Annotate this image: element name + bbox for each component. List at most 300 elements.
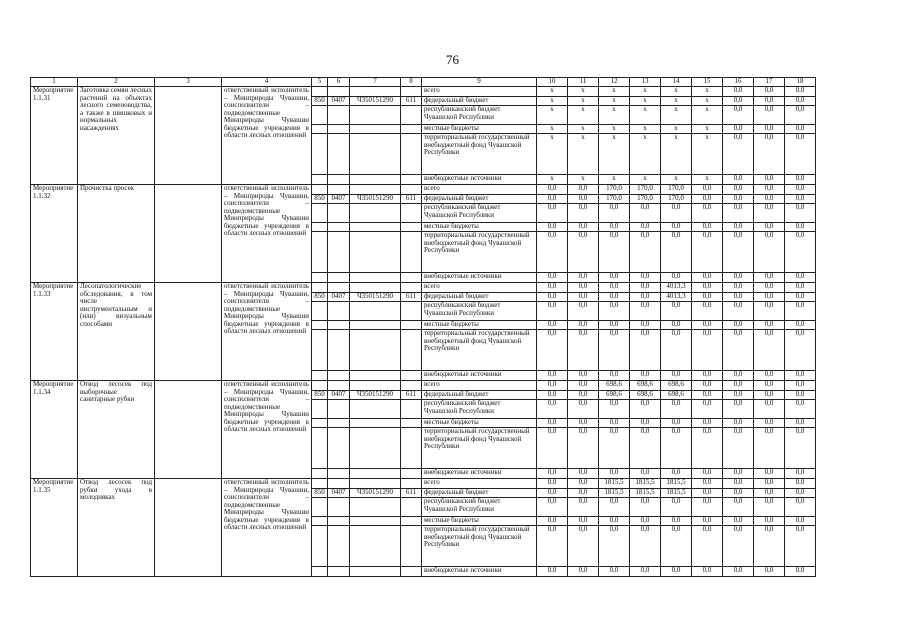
value-cell: 0,0 <box>754 302 785 321</box>
value-cell: 0,0 <box>754 204 785 223</box>
value-cell: х <box>599 125 630 134</box>
value-cell: 0,0 <box>754 175 785 185</box>
value-cell: 0,0 <box>537 232 568 273</box>
value-cell: 0,0 <box>568 302 599 321</box>
funding-source: внебюджетные источники <box>422 469 537 479</box>
value-cell: 0,0 <box>723 273 754 283</box>
code-grbs: 850 <box>312 97 328 106</box>
value-cell: 0,0 <box>692 391 723 400</box>
value-cell: 0,0 <box>723 517 754 526</box>
value-cell: 0,0 <box>692 293 723 302</box>
value-cell: 0,0 <box>537 283 568 293</box>
code-placeholder <box>312 175 328 185</box>
value-cell: 0,0 <box>692 283 723 293</box>
value-cell: 0,0 <box>568 195 599 204</box>
code-placeholder <box>328 87 350 97</box>
code-placeholder <box>328 371 350 381</box>
code-csr: Ч350151290 <box>350 97 401 106</box>
code-placeholder <box>312 479 328 489</box>
value-cell: 0,0 <box>599 498 630 517</box>
value-cell: 0,0 <box>568 232 599 273</box>
code-placeholder <box>312 223 328 232</box>
value-cell: 0,0 <box>785 381 816 391</box>
value-cell: 0,0 <box>785 223 816 232</box>
value-cell: 0,0 <box>568 330 599 371</box>
code-placeholder <box>401 330 422 371</box>
code-csr: Ч350151290 <box>350 293 401 302</box>
code-placeholder <box>312 498 328 517</box>
code-placeholder <box>312 302 328 321</box>
code-placeholder <box>328 498 350 517</box>
value-cell: 0,0 <box>785 204 816 223</box>
code-placeholder <box>350 498 401 517</box>
code-grbs: 850 <box>312 489 328 498</box>
value-cell: 0,0 <box>785 517 816 526</box>
code-placeholder <box>350 428 401 469</box>
value-cell: 0,0 <box>754 517 785 526</box>
value-cell: 0,0 <box>568 498 599 517</box>
value-cell: 0,0 <box>723 428 754 469</box>
responsible-executor: ответственный исполнитель – Минприроды Чувашии, соисполнители – подведомственные Минприроды Чувашии бюджетные учреждения в области лесных отношений <box>222 87 312 185</box>
code-placeholder <box>401 223 422 232</box>
value-cell: 0,0 <box>723 526 754 567</box>
activity-name: Отвод лесосек под рубки ухода в молодняках <box>78 479 155 577</box>
value-cell: 0,0 <box>754 526 785 567</box>
code-vr: 611 <box>401 195 422 204</box>
value-cell: х <box>599 175 630 185</box>
code-placeholder <box>328 232 350 273</box>
value-cell: 0,0 <box>630 517 661 526</box>
code-placeholder <box>328 469 350 479</box>
column-header-12: 12 <box>599 78 630 87</box>
code-placeholder <box>401 419 422 428</box>
column-header-8: 8 <box>401 78 422 87</box>
value-cell: 0,0 <box>754 381 785 391</box>
value-cell: 0,0 <box>754 87 785 97</box>
code-placeholder <box>350 567 401 577</box>
activity-col3 <box>155 185 222 283</box>
value-cell: 0,0 <box>692 195 723 204</box>
value-cell: 0,0 <box>723 232 754 273</box>
code-placeholder <box>328 526 350 567</box>
code-placeholder <box>328 419 350 428</box>
value-cell: 0,0 <box>785 498 816 517</box>
value-cell: х <box>599 134 630 175</box>
value-cell: х <box>599 87 630 97</box>
code-rz: 0407 <box>328 97 350 106</box>
code-placeholder <box>401 469 422 479</box>
code-placeholder <box>312 419 328 428</box>
code-placeholder <box>401 273 422 283</box>
value-cell: 0,0 <box>785 232 816 273</box>
value-cell: 0,0 <box>537 321 568 330</box>
activity-col3 <box>155 479 222 577</box>
funding-source: федеральный бюджет <box>422 293 537 302</box>
activity-name: Отвод лесосек под выборочные санитарные рубки <box>78 381 155 479</box>
value-cell: 0,0 <box>630 232 661 273</box>
value-cell: 0,0 <box>754 232 785 273</box>
value-cell: х <box>661 134 692 175</box>
value-cell: х <box>630 125 661 134</box>
code-placeholder <box>350 330 401 371</box>
value-cell: 0,0 <box>785 185 816 195</box>
value-cell: 0,0 <box>723 489 754 498</box>
funding-source: всего <box>422 87 537 97</box>
value-cell: 0,0 <box>661 400 692 419</box>
code-placeholder <box>312 125 328 134</box>
code-placeholder <box>401 321 422 330</box>
activity-name: Заготовка семян лесных растений на объектах лесного семеноводства, а также в шишковых и нормальных насаждениях <box>78 87 155 185</box>
value-cell: 0,0 <box>630 498 661 517</box>
code-vr: 611 <box>401 97 422 106</box>
value-cell: 0,0 <box>630 371 661 381</box>
code-placeholder <box>312 517 328 526</box>
value-cell: 0,0 <box>754 428 785 469</box>
value-cell: 0,0 <box>754 185 785 195</box>
value-cell: 0,0 <box>599 321 630 330</box>
column-header-1: 1 <box>31 78 78 87</box>
code-placeholder <box>401 371 422 381</box>
code-placeholder <box>401 517 422 526</box>
value-cell: 0,0 <box>599 517 630 526</box>
column-header-18: 18 <box>785 78 816 87</box>
value-cell: 0,0 <box>568 185 599 195</box>
value-cell: 0,0 <box>692 428 723 469</box>
value-cell: 0,0 <box>568 400 599 419</box>
table-row <box>31 283 816 293</box>
value-cell: 0,0 <box>754 106 785 125</box>
value-cell: 0,0 <box>723 419 754 428</box>
value-cell: х <box>692 134 723 175</box>
value-cell: 0,0 <box>661 526 692 567</box>
funding-source: территориальный государственный внебюджетный фонд Чувашской Республики <box>422 232 537 273</box>
value-cell: х <box>661 97 692 106</box>
code-placeholder <box>328 400 350 419</box>
code-vr: 611 <box>401 391 422 400</box>
value-cell: 698,6 <box>599 391 630 400</box>
value-cell: 0,0 <box>661 273 692 283</box>
value-cell: 0,0 <box>754 223 785 232</box>
funding-source: местные бюджеты <box>422 223 537 232</box>
value-cell: 0,0 <box>630 293 661 302</box>
code-placeholder <box>312 428 328 469</box>
code-placeholder <box>350 87 401 97</box>
code-placeholder <box>401 175 422 185</box>
code-placeholder <box>401 400 422 419</box>
value-cell: 0,0 <box>537 567 568 577</box>
code-placeholder <box>328 479 350 489</box>
value-cell: 0,0 <box>661 428 692 469</box>
funding-source: территориальный государственный внебюджетный фонд Чувашской Республики <box>422 428 537 469</box>
funding-source: территориальный государственный внебюджетный фонд Чувашской Республики <box>422 526 537 567</box>
code-placeholder <box>312 371 328 381</box>
value-cell: 0,0 <box>661 498 692 517</box>
value-cell: 0,0 <box>754 293 785 302</box>
value-cell: 0,0 <box>723 302 754 321</box>
code-placeholder <box>350 185 401 195</box>
value-cell: 0,0 <box>785 125 816 134</box>
value-cell: х <box>537 134 568 175</box>
code-csr: Ч350151290 <box>350 391 401 400</box>
code-placeholder <box>328 125 350 134</box>
value-cell: 698,6 <box>661 391 692 400</box>
value-cell: 0,0 <box>537 302 568 321</box>
code-placeholder <box>328 428 350 469</box>
value-cell: 0,0 <box>754 391 785 400</box>
value-cell: 0,0 <box>599 469 630 479</box>
funding-source: территориальный государственный внебюджетный фонд Чувашской Республики <box>422 134 537 175</box>
value-cell: 0,0 <box>692 419 723 428</box>
code-vr: 611 <box>401 489 422 498</box>
funding-source: всего <box>422 283 537 293</box>
value-cell: 0,0 <box>630 567 661 577</box>
activity-name: Лесопатологические обследования, в том числе инструментальным и (или) визуальным способами <box>78 283 155 381</box>
code-placeholder <box>312 469 328 479</box>
value-cell: 170,0 <box>599 195 630 204</box>
code-placeholder <box>328 567 350 577</box>
value-cell: 0,0 <box>785 479 816 489</box>
code-placeholder <box>312 381 328 391</box>
value-cell: 0,0 <box>568 371 599 381</box>
value-cell: 0,0 <box>754 283 785 293</box>
code-placeholder <box>401 567 422 577</box>
value-cell: 0,0 <box>785 175 816 185</box>
funding-source: республиканский бюджет Чувашской Республики <box>422 302 537 321</box>
value-cell: 0,0 <box>661 469 692 479</box>
value-cell: 698,6 <box>630 381 661 391</box>
code-placeholder <box>350 134 401 175</box>
value-cell: 0,0 <box>568 489 599 498</box>
code-placeholder <box>350 419 401 428</box>
funding-source: федеральный бюджет <box>422 97 537 106</box>
value-cell: 0,0 <box>599 330 630 371</box>
value-cell: 0,0 <box>537 517 568 526</box>
value-cell: 0,0 <box>568 469 599 479</box>
activity-name: Прочистка просек <box>78 185 155 283</box>
value-cell: 0,0 <box>723 204 754 223</box>
column-header-11: 11 <box>568 78 599 87</box>
value-cell: 0,0 <box>692 400 723 419</box>
activity-code: Мероприятие 1.1.34 <box>31 381 78 479</box>
code-placeholder <box>350 526 401 567</box>
code-placeholder <box>401 479 422 489</box>
value-cell: 0,0 <box>754 125 785 134</box>
code-placeholder <box>312 134 328 175</box>
value-cell: х <box>568 175 599 185</box>
value-cell: 0,0 <box>599 223 630 232</box>
column-header-5: 5 <box>312 78 328 87</box>
value-cell: 0,0 <box>537 293 568 302</box>
funding-source: местные бюджеты <box>422 419 537 428</box>
value-cell: 0,0 <box>785 195 816 204</box>
value-cell: 0,0 <box>599 419 630 428</box>
value-cell: 0,0 <box>785 489 816 498</box>
value-cell: 0,0 <box>754 479 785 489</box>
column-header-16: 16 <box>723 78 754 87</box>
value-cell: 0,0 <box>599 526 630 567</box>
column-header-13: 13 <box>630 78 661 87</box>
value-cell: 0,0 <box>785 330 816 371</box>
code-placeholder <box>328 106 350 125</box>
value-cell: х <box>692 87 723 97</box>
value-cell: 0,0 <box>568 283 599 293</box>
value-cell: 0,0 <box>692 469 723 479</box>
code-placeholder <box>401 185 422 195</box>
code-placeholder <box>312 321 328 330</box>
code-placeholder <box>312 330 328 371</box>
value-cell: 1815,5 <box>599 489 630 498</box>
value-cell: х <box>630 87 661 97</box>
value-cell: 0,0 <box>692 321 723 330</box>
code-placeholder <box>312 232 328 273</box>
code-placeholder <box>401 125 422 134</box>
value-cell: 0,0 <box>568 321 599 330</box>
value-cell: х <box>568 87 599 97</box>
value-cell: 0,0 <box>692 302 723 321</box>
value-cell: 0,0 <box>692 498 723 517</box>
code-placeholder <box>328 321 350 330</box>
code-placeholder <box>350 479 401 489</box>
code-placeholder <box>328 134 350 175</box>
value-cell: 0,0 <box>692 204 723 223</box>
value-cell: 0,0 <box>723 195 754 204</box>
value-cell: 0,0 <box>754 371 785 381</box>
code-placeholder <box>312 185 328 195</box>
column-header-2: 2 <box>78 78 155 87</box>
value-cell: 0,0 <box>723 330 754 371</box>
value-cell: 0,0 <box>630 283 661 293</box>
value-cell: 4013,3 <box>661 283 692 293</box>
value-cell: 0,0 <box>568 273 599 283</box>
table-row <box>31 185 816 195</box>
value-cell: 0,0 <box>785 302 816 321</box>
value-cell: 0,0 <box>661 204 692 223</box>
value-cell: 0,0 <box>661 419 692 428</box>
value-cell: 0,0 <box>661 371 692 381</box>
value-cell: 0,0 <box>754 400 785 419</box>
value-cell: 0,0 <box>537 489 568 498</box>
value-cell: 0,0 <box>754 498 785 517</box>
value-cell: 0,0 <box>785 428 816 469</box>
activity-code: Мероприятие 1.1.33 <box>31 283 78 381</box>
value-cell: 0,0 <box>630 204 661 223</box>
code-placeholder <box>328 204 350 223</box>
value-cell: 0,0 <box>599 371 630 381</box>
value-cell: 0,0 <box>537 428 568 469</box>
value-cell: х <box>568 97 599 106</box>
value-cell: 0,0 <box>723 400 754 419</box>
value-cell: х <box>537 97 568 106</box>
value-cell: 0,0 <box>568 428 599 469</box>
value-cell: 0,0 <box>692 526 723 567</box>
value-cell: х <box>661 106 692 125</box>
column-header-17: 17 <box>754 78 785 87</box>
code-csr: Ч350151290 <box>350 489 401 498</box>
funding-source: внебюджетные источники <box>422 371 537 381</box>
code-placeholder <box>312 400 328 419</box>
value-cell: 0,0 <box>661 321 692 330</box>
value-cell: 0,0 <box>630 302 661 321</box>
value-cell: 0,0 <box>785 321 816 330</box>
value-cell: 0,0 <box>723 391 754 400</box>
value-cell: х <box>630 106 661 125</box>
value-cell: 0,0 <box>630 526 661 567</box>
value-cell: 1815,5 <box>630 479 661 489</box>
responsible-executor: ответственный исполнитель – Минприроды Чувашии, соисполнители – подведомственные Минприроды Чувашии бюджетные учреждения в области лесных отношений <box>222 381 312 479</box>
value-cell: х <box>661 125 692 134</box>
value-cell: 0,0 <box>723 175 754 185</box>
value-cell: 0,0 <box>723 106 754 125</box>
code-placeholder <box>328 273 350 283</box>
code-placeholder <box>350 175 401 185</box>
value-cell: 0,0 <box>692 489 723 498</box>
value-cell: 0,0 <box>537 419 568 428</box>
value-cell: х <box>568 106 599 125</box>
activity-code: Мероприятие 1.1.35 <box>31 479 78 577</box>
value-cell: 170,0 <box>630 185 661 195</box>
activity-col3 <box>155 87 222 185</box>
code-placeholder <box>401 204 422 223</box>
value-cell: 0,0 <box>754 134 785 175</box>
code-placeholder <box>312 273 328 283</box>
value-cell: х <box>661 87 692 97</box>
value-cell: 0,0 <box>692 185 723 195</box>
value-cell: 0,0 <box>754 419 785 428</box>
value-cell: 0,0 <box>754 567 785 577</box>
code-grbs: 850 <box>312 391 328 400</box>
value-cell: 1815,5 <box>661 489 692 498</box>
code-placeholder <box>312 87 328 97</box>
code-placeholder <box>401 526 422 567</box>
value-cell: 0,0 <box>537 195 568 204</box>
column-header-4: 4 <box>222 78 312 87</box>
value-cell: х <box>630 134 661 175</box>
value-cell: 0,0 <box>754 97 785 106</box>
value-cell: 1815,5 <box>661 479 692 489</box>
funding-source: внебюджетные источники <box>422 175 537 185</box>
value-cell: 0,0 <box>785 400 816 419</box>
value-cell: 0,0 <box>537 479 568 489</box>
value-cell: х <box>630 175 661 185</box>
code-placeholder <box>312 567 328 577</box>
funding-source: всего <box>422 479 537 489</box>
value-cell: 0,0 <box>599 567 630 577</box>
code-placeholder <box>401 498 422 517</box>
funding-source: всего <box>422 381 537 391</box>
code-placeholder <box>328 185 350 195</box>
value-cell: 0,0 <box>723 381 754 391</box>
code-placeholder <box>350 106 401 125</box>
value-cell: 0,0 <box>630 223 661 232</box>
table-header-row <box>31 78 816 87</box>
column-header-14: 14 <box>661 78 692 87</box>
value-cell: 0,0 <box>785 283 816 293</box>
value-cell: 170,0 <box>599 185 630 195</box>
value-cell: 0,0 <box>630 321 661 330</box>
code-placeholder <box>401 302 422 321</box>
activity-code: Мероприятие 1.1.32 <box>31 185 78 283</box>
value-cell: 0,0 <box>661 223 692 232</box>
value-cell: х <box>692 175 723 185</box>
funding-source: внебюджетные источники <box>422 567 537 577</box>
value-cell: х <box>537 125 568 134</box>
value-cell: 0,0 <box>568 391 599 400</box>
value-cell: 1815,5 <box>599 479 630 489</box>
value-cell: 0,0 <box>785 106 816 125</box>
value-cell: 0,0 <box>568 517 599 526</box>
funding-source: федеральный бюджет <box>422 195 537 204</box>
value-cell: 0,0 <box>537 498 568 517</box>
